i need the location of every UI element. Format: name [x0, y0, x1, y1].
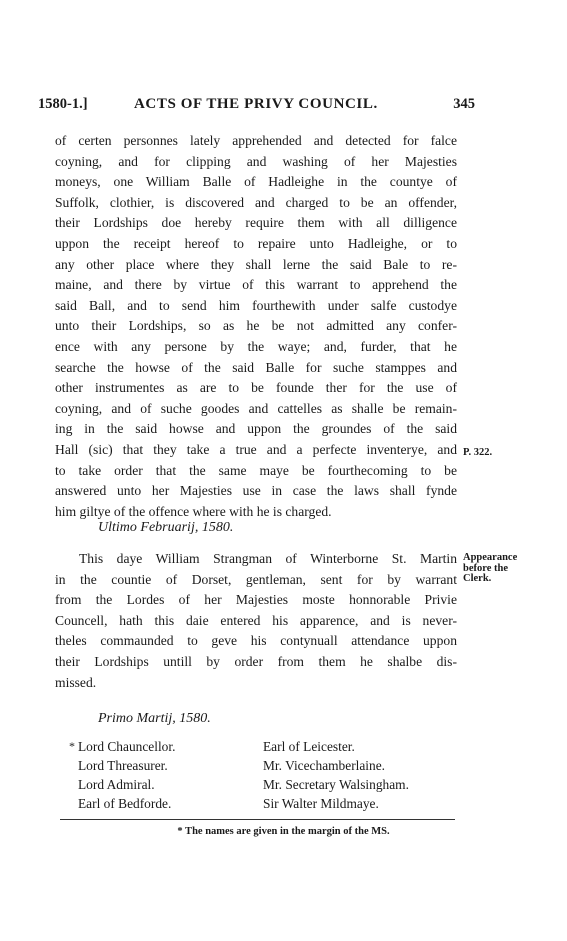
- footnote: * The names are given in the margin of the MS.: [177, 826, 390, 837]
- attendance-row: [69, 737, 498, 756]
- attendee-name: Sir Walter Mildmaye.: [263, 796, 379, 811]
- text-line: Councell, hath this daie entered his apparence, and is never-: [55, 612, 457, 628]
- text-line: their Lordships untill by order from them he shalbe dis-: [55, 653, 457, 669]
- text-line: ing in the said howse and uppon the groundes of the said: [55, 421, 457, 437]
- text-line: him giltye of the offence where with he is charged.: [55, 503, 332, 519]
- text-line: Suffolk, clothier, is discovered and charged to be an offender,: [55, 194, 457, 210]
- attendee-name: Mr. Vicechamberlaine.: [263, 758, 386, 773]
- text-line: theles commaunded to geve his contynuall attendance uppon: [55, 633, 457, 649]
- paragraph-warrant-balle: [55, 131, 457, 522]
- attendance-row: [78, 775, 498, 794]
- text-line: other instrumentes as are to be founde ther for the use of: [55, 380, 457, 396]
- text-line: from the Lordes of her Majesties moste honnorable Privie: [55, 592, 457, 608]
- text-line: unto their Lordships, so as he be not admitted any confer-: [55, 318, 457, 334]
- text-line: any other place where they shall lerne the said Bale to re-: [55, 256, 457, 272]
- attendee-name: Mr. Secretary Walsingham.: [263, 777, 409, 792]
- text-line: coyning, and for clipping and washing of her Majesties: [55, 153, 457, 169]
- footnote-rule: [60, 819, 455, 820]
- date-heading-primo-martij: Primo Martij, 1580.: [98, 711, 211, 726]
- text-line: said Ball, and to send him fourthewith under salfe custodye: [55, 297, 457, 313]
- attendee-name: Lord Admiral.: [78, 777, 155, 792]
- attendee-name: Earl of Leicester.: [263, 739, 355, 754]
- text-line: of certen personnes lately apprehended and detected for falce: [55, 133, 457, 148]
- text-line: maine, and there by virtue of this warrant to apprehend the: [55, 277, 457, 293]
- text-line: to take order that the same maye be fourthecoming to be: [55, 462, 457, 478]
- text-line: ence with any persone by the waye; and, furder, that he: [55, 338, 457, 354]
- text-line: in the countie of Dorset, gentleman, sent for by warrant: [55, 571, 457, 587]
- attendance-list: [69, 737, 498, 813]
- attendee-name: Lord Threasurer.: [78, 758, 168, 773]
- text-line: missed.: [55, 674, 97, 690]
- header-title: ACTS OF THE PRIVY COUNCIL.: [134, 96, 378, 112]
- page-number: 345: [453, 96, 475, 112]
- text-line: Hall (sic) that they take a true and a perfecte inventerye, and: [55, 441, 457, 457]
- margin-note-line: before the: [463, 562, 508, 574]
- date-heading-ultimo-februarij: Ultimo Februarij, 1580.: [98, 520, 234, 535]
- attendee-name: Lord Chauncellor.: [78, 739, 176, 754]
- attendee-name: Earl of Bedforde.: [78, 796, 172, 811]
- text-line: answered unto her Majesties use in case the laws shall fynde: [55, 483, 457, 499]
- header-date-range: 1580-1.]: [38, 96, 88, 112]
- attendance-row: [78, 756, 498, 775]
- margin-page-reference: P. 322.: [463, 447, 493, 458]
- text-line: searche the howse of the said Balle for suche stamppes and: [55, 359, 457, 375]
- text-line: their Lordships doe hereby require them with all dilligence: [55, 215, 457, 231]
- text-line: moneys, one William Balle of Hadleighe in the countye of: [55, 174, 457, 190]
- text-line: coyning, and of suche goodes and cattelles as shalle be remain-: [55, 400, 457, 416]
- footnote-mark: *: [69, 739, 75, 753]
- running-header: [38, 96, 475, 116]
- text-line: uppon the receipt hereof to repaire unto Hadleighe, or to: [55, 235, 457, 251]
- attendance-row: [78, 794, 498, 813]
- margin-note-appearance: [463, 553, 563, 585]
- text-line: This daye William Strangman of Winterborne St. Martin: [79, 551, 457, 566]
- margin-note-line: Appearance: [463, 552, 518, 563]
- paragraph-strangman-appearance: [55, 549, 457, 693]
- margin-note-line: Clerk.: [463, 573, 492, 584]
